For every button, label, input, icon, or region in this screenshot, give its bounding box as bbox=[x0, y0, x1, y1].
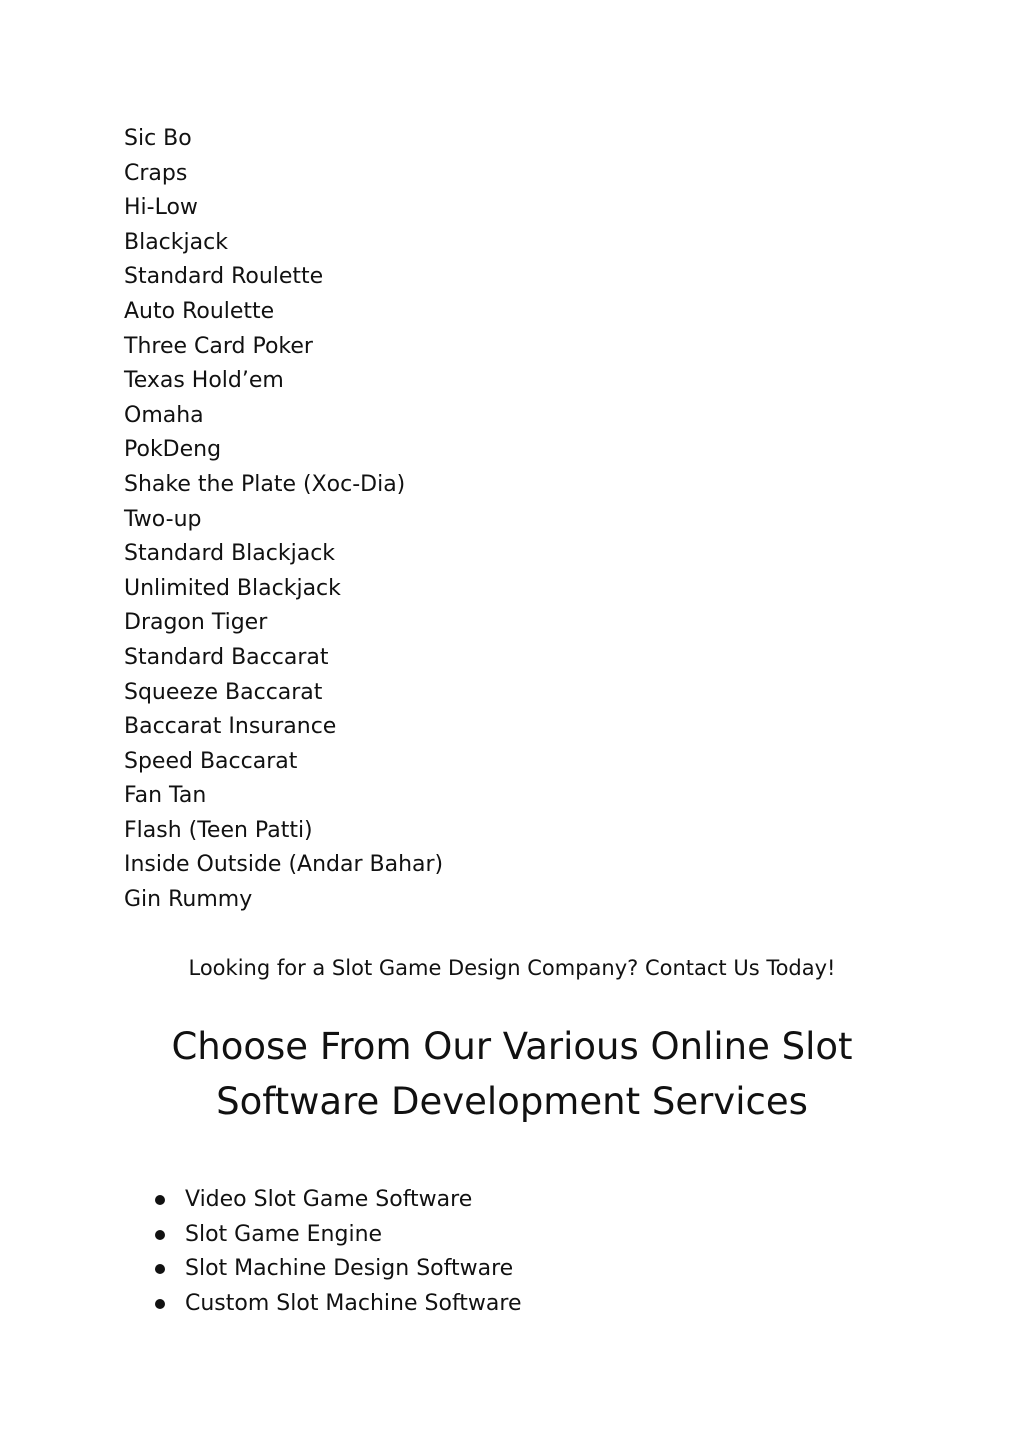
service-item bbox=[155, 1218, 522, 1253]
game-item: Standard Roulette bbox=[124, 264, 324, 290]
game-item: Flash (Teen Patti) bbox=[124, 817, 313, 843]
game-item: Inside Outside (Andar Bahar) bbox=[124, 852, 444, 878]
service-label: Slot Machine Design Software bbox=[185, 1256, 514, 1282]
game-item: Standard Baccarat bbox=[124, 644, 329, 670]
service-item bbox=[155, 1252, 522, 1287]
game-item: Three Card Poker bbox=[124, 333, 313, 359]
game-item: Auto Roulette bbox=[124, 298, 275, 324]
game-item: Speed Baccarat bbox=[124, 748, 298, 774]
game-item: Craps bbox=[124, 160, 188, 186]
game-item: Gin Rummy bbox=[124, 887, 253, 913]
game-item: Two-up bbox=[124, 506, 202, 532]
game-item: Unlimited Blackjack bbox=[124, 575, 341, 601]
bullet-icon bbox=[155, 1195, 165, 1205]
bullet-icon bbox=[155, 1299, 165, 1309]
service-label: Slot Game Engine bbox=[185, 1221, 383, 1247]
service-label: Custom Slot Machine Software bbox=[185, 1290, 522, 1316]
game-list bbox=[124, 122, 443, 918]
service-label: Video Slot Game Software bbox=[185, 1187, 473, 1212]
game-item: Sic Bo bbox=[124, 126, 192, 151]
game-item: Shake the Plate (Xoc-Dia) bbox=[124, 471, 406, 497]
game-item: Fan Tan bbox=[124, 783, 207, 809]
game-item: Hi-Low bbox=[124, 195, 198, 221]
game-item: Omaha bbox=[124, 402, 204, 428]
game-item: Baccarat Insurance bbox=[124, 714, 337, 740]
bullet-icon bbox=[155, 1230, 165, 1240]
section-heading: Choose From Our Various Online Slot Software Development Services bbox=[171, 1025, 853, 1123]
contact-cta-text: Looking for a Slot Game Design Company? Contact Us Today! bbox=[188, 956, 836, 980]
game-item: Squeeze Baccarat bbox=[124, 679, 323, 705]
services-list bbox=[155, 1183, 522, 1321]
bullet-icon bbox=[155, 1264, 165, 1274]
game-item: Dragon Tiger bbox=[124, 610, 268, 636]
service-item bbox=[155, 1287, 522, 1322]
game-item: Texas Hold’em bbox=[124, 368, 284, 394]
service-item bbox=[155, 1183, 522, 1218]
game-item: Blackjack bbox=[124, 229, 228, 255]
game-item: Standard Blackjack bbox=[124, 541, 336, 567]
game-item: PokDeng bbox=[124, 437, 222, 463]
